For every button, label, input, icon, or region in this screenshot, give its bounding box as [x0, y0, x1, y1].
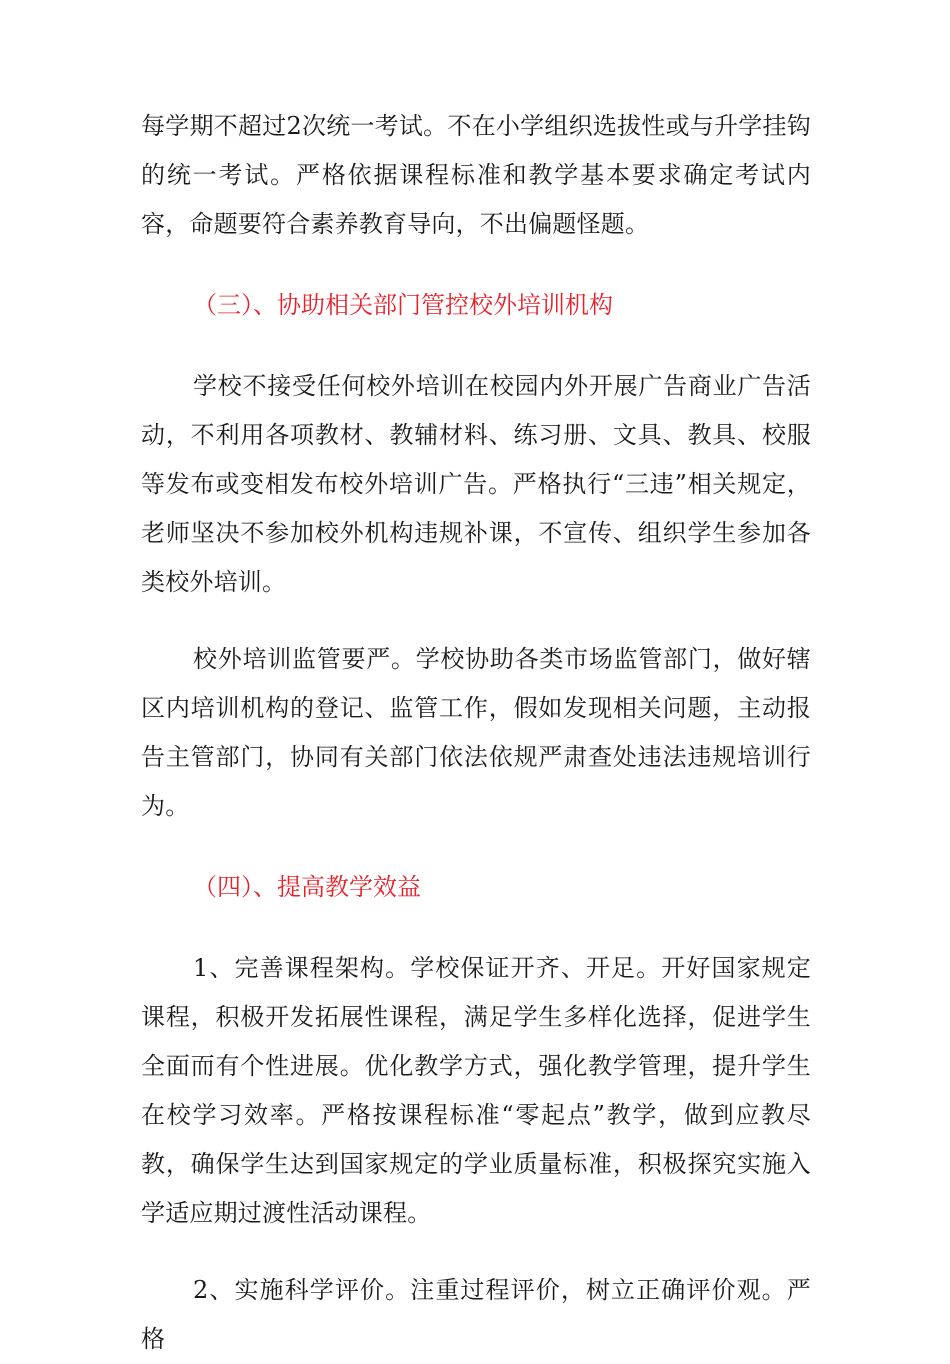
- paragraph-supervision: 校外培训监管要严。学校协助各类市场监管部门，做好辖区内培训机构的登记、监管工作，假如发现相关问题，主动报告主管部门，协同有关部门依法依规严肃查处违法违规培训行为。: [141, 645, 811, 820]
- section-heading-4: （四）、提高教学效益: [193, 873, 421, 901]
- document-body: [141, 102, 811, 1364]
- paragraph-exam-rules: 每学期不超过2次统一考试。不在小学组织选拔性或与升学挂钩的统一考试。严格依据课程标准和教学基本要求确定考试内容，命题要符合素养教育导向，不出偏题怪题。: [141, 112, 811, 238]
- paragraph-no-advertising: 学校不接受任何校外培训在校园内外开展广告商业广告活动，不利用各项教材、教辅材料、练习册、文具、教具、校服等发布或变相发布校外培训广告。严格执行“三违”相关规定，老师坚决不参加校外机构违规补课，不宣传、组织学生参加各类校外培训。: [141, 372, 811, 596]
- paragraph-curriculum: 1、完善课程架构。学校保证开齐、开足。开好国家规定课程，积极开发拓展性课程，满足学生多样化选择，促进学生全面而有个性进展。优化教学方式，强化教学管理，提升学生在校学习效率。严格按课程标准“零起点”教学，做到应教尽教，确保学生达到国家规定的学业质量标准，积极探究实施入学适应期过渡性活动课程。: [141, 954, 811, 1227]
- section-heading-3: （三）、协助相关部门管控校外培训机构: [193, 291, 613, 319]
- paragraph-evaluation: 2、实施科学评价。注重过程评价，树立正确评价观。严格: [141, 1276, 811, 1353]
